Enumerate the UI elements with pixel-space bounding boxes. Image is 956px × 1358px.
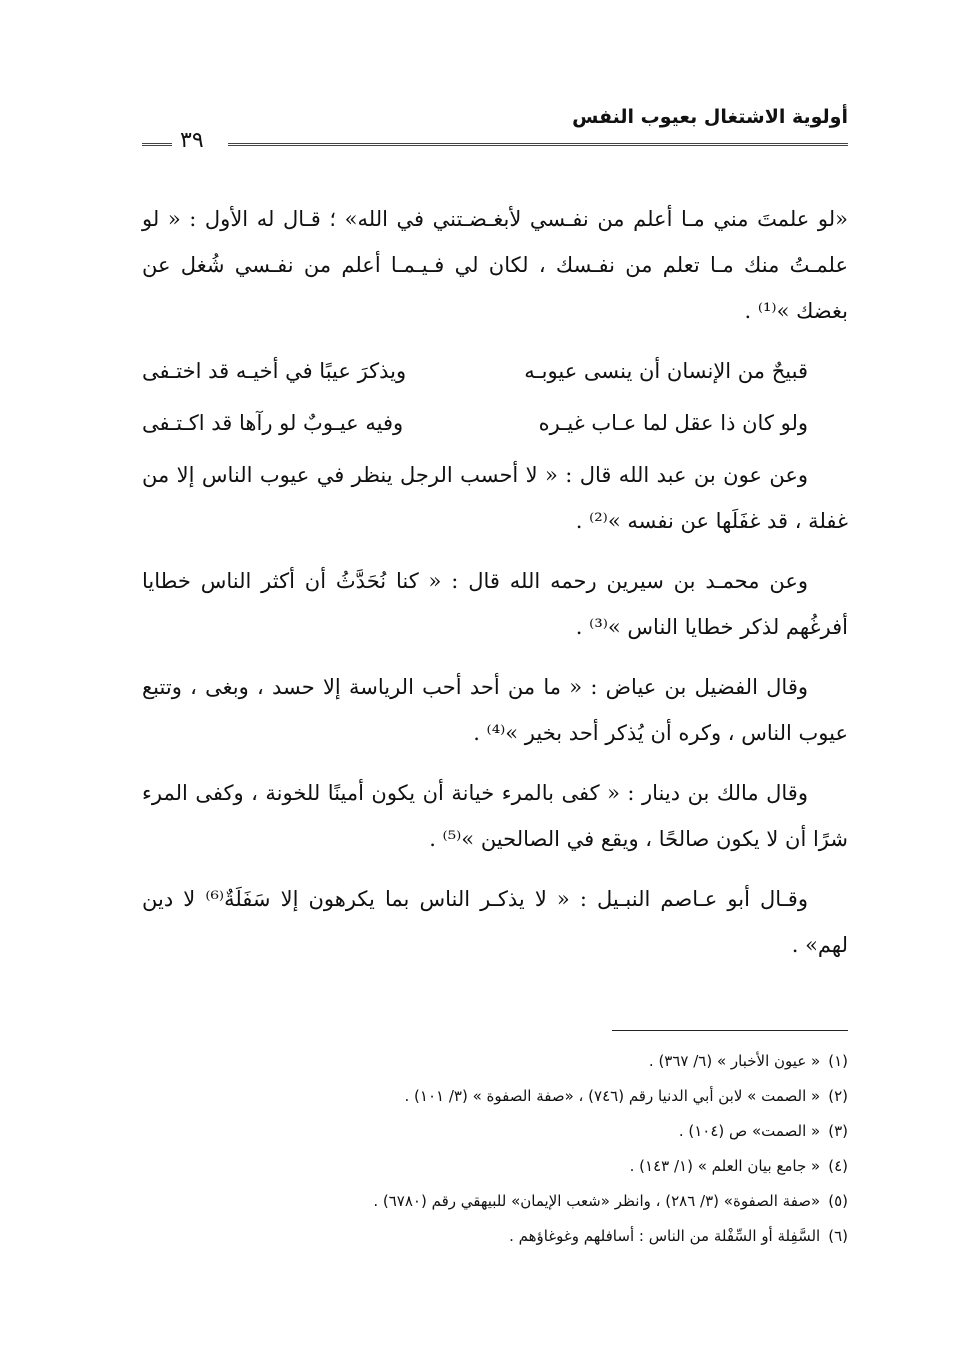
footnote-number: (٢) — [828, 1087, 848, 1105]
footnote-number: (٥) — [828, 1192, 848, 1210]
footnote-text: « جامع بيان العلم » (١/ ١٤٣) . — [629, 1157, 821, 1175]
running-header-title: أولوية الاشتغال بعيوب النفس — [572, 106, 848, 128]
footnote-number: (١) — [828, 1052, 848, 1070]
verse-hemistich-first: ولو كان ذا عقل لما عـاب غيـره — [538, 411, 808, 435]
footnote — [248, 1044, 848, 1079]
page-number: ٣٩ — [180, 128, 204, 153]
paragraph: وعن عون بن عبد الله قال : « لا أحسب الرجل ينظر في عيوب الناس إلا من غفلة ، قد غفَلَها عن نفسه »⁽²⁾ . — [142, 463, 848, 533]
page-body — [142, 196, 848, 982]
footnote-text: «صفة الصفوة» (٣/ ٢٨٦) ، وانظر «شعب الإيمان» للبيهقي رقم (٦٧٨٠) . — [373, 1192, 821, 1210]
footnote-text: « الصمت » لابن أبي الدنيا رقم (٧٤٦) ، «صفة الصفوة » (٣/ ١٠١) . — [404, 1087, 821, 1105]
footnote — [248, 1219, 848, 1254]
verse-hemistich-second: ويذكرَ عيبًا في أخيـه قد اختـفى — [142, 359, 407, 383]
footnote — [248, 1114, 848, 1149]
footnotes — [248, 1044, 848, 1254]
verse-hemistich-second: وفيه عيـوبٌ لو رآها قد اكـتـفى — [142, 411, 404, 435]
verse-line — [142, 400, 848, 446]
paragraph: وقال الفضيل بن عياض : « ما من أحد أحب الرياسة إلا حسد ، وبغى ، وتتبع عيوب الناس ، وكره أن يُذكر أحد بخير »⁽⁴⁾ . — [142, 675, 848, 745]
verse-hemistich-first: قبيحٌ من الإنسان أن ينسى عيوبـه — [524, 359, 808, 383]
footnote-number: (٣) — [828, 1122, 848, 1140]
header-rule — [228, 143, 848, 146]
paragraph: «لو علمتَ مني مـا أعلم من نفـسي لأبغـضـتني في الله» ؛ قـال له الأول : « لو علمـتُ منك مـا تعلم من نفـسك ، لكان لي فـيـمـا أعلم من نفـسي شُغل عن بغضك »⁽¹⁾ . — [142, 207, 848, 323]
footnote-text: السَّفِلة أو السِّفْلة من الناس : أسافلهم وغوغاؤهم . — [509, 1227, 821, 1245]
verse-line — [142, 348, 848, 394]
footnote-number: (٤) — [828, 1157, 848, 1175]
paragraph: وقال مالك بن دينار : « كفى بالمرء خيانة أن يكون أمينًا للخونة ، وكفى المرء شرًا أن لا يكون صالحًا ، ويقع في الصالحين »⁽⁵⁾ . — [142, 781, 848, 851]
paragraph: وعن محمـد بن سيرين رحمه الله قال : « كنا نُحَدَّثُ أن أكثر الناس خطايا أفرغُهم لذكر خطايا الناس »⁽³⁾ . — [142, 569, 848, 639]
footnote — [248, 1184, 848, 1219]
footnote-number: (٦) — [828, 1227, 848, 1245]
footnote-text: « عيون الأخبار » (٦/ ٣٦٧) . — [648, 1052, 821, 1070]
footnote-separator — [612, 1030, 848, 1031]
header-rule-short — [142, 143, 172, 146]
footnote — [248, 1079, 848, 1114]
paragraph: وقـال أبو عـاصم النبـيل : « لا يذكـر الناس بما يكرهون إلا سَفَلَةٌ⁽⁶⁾ لا دين لهم» . — [142, 887, 848, 957]
footnote — [248, 1149, 848, 1184]
footnote-text: « الصمت» ص (١٠٤) . — [678, 1122, 821, 1140]
